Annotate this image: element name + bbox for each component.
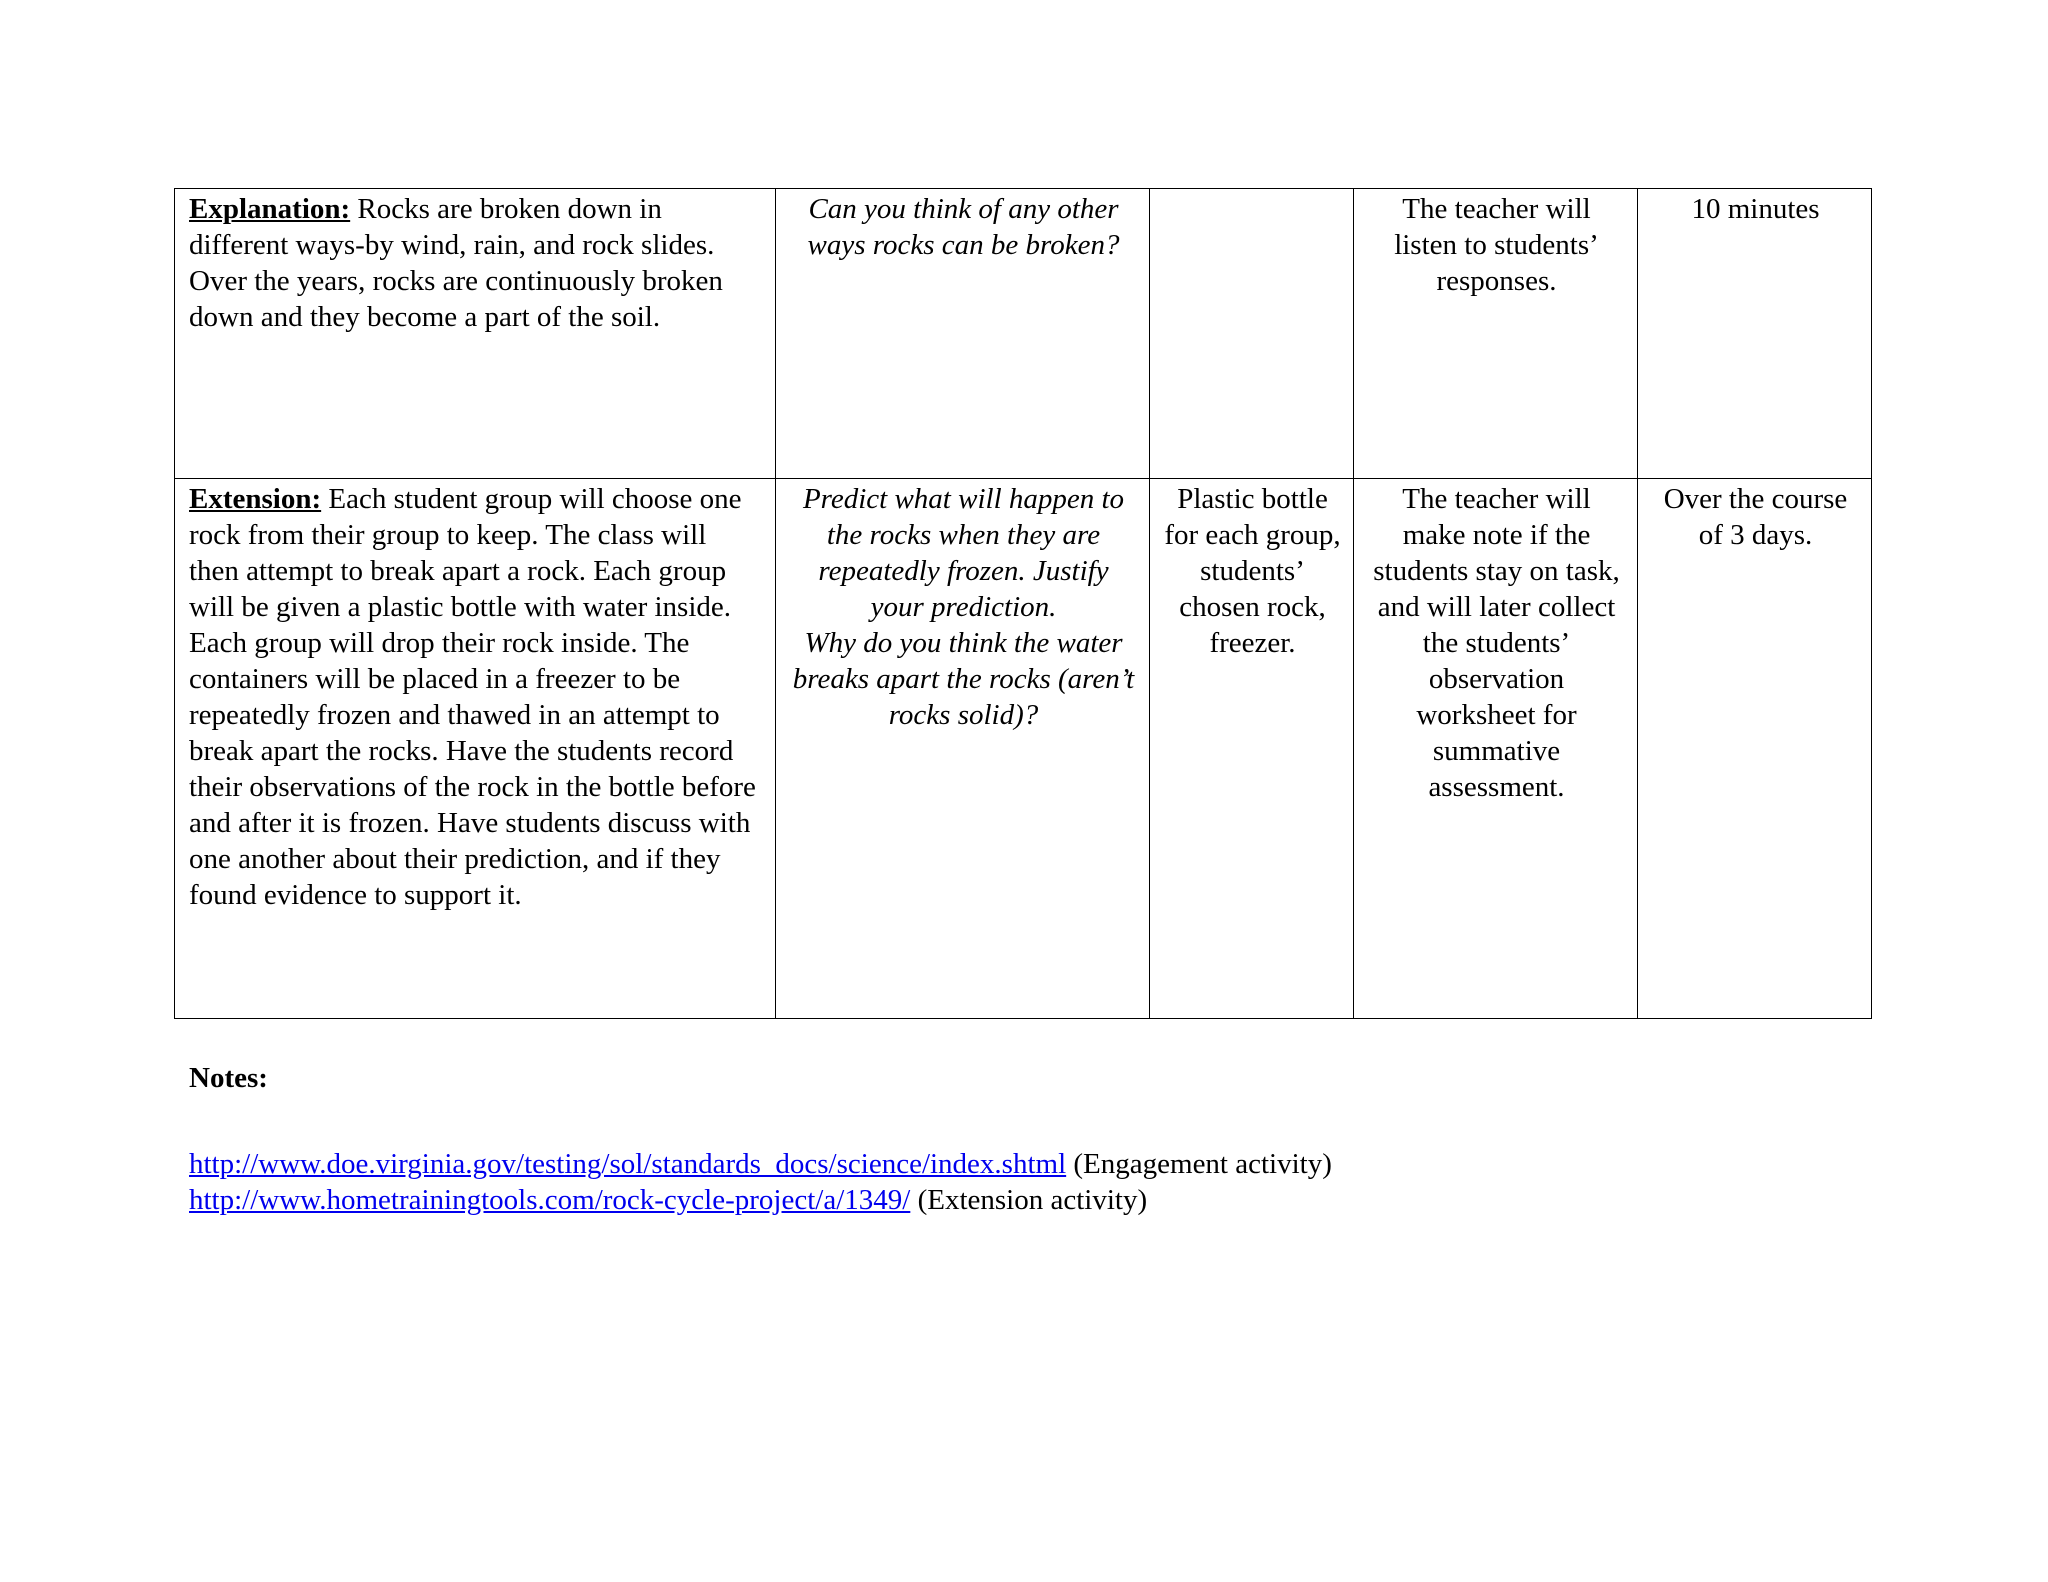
extension-reference-link[interactable]: http://www.hometrainingtools.com/rock-cycle-project/a/1349/	[189, 1184, 911, 1216]
explanation-time-cell: 10 minutes	[1638, 189, 1872, 479]
table-row-extension	[175, 479, 1872, 1019]
explanation-assessment-cell: The teacher will listen to students’ responses.	[1354, 189, 1638, 479]
extension-label: Extension:	[189, 483, 322, 515]
reference-line-extension	[189, 1182, 1147, 1218]
extension-time-cell: Over the course of 3 days.	[1638, 479, 1872, 1019]
extension-reference-note: (Extension activity)	[910, 1184, 1148, 1216]
extension-text: Each student group will choose one rock from their group to keep. The class will then attempt to break apart a rock. Each group will be given a plastic bottle with water inside. Each group will drop their rock inside. The containers will be placed in a freezer to be repeatedly frozen and thawed in an attempt to break apart the rocks. Have the students record their observations of the rock in the bottle before and after it is frozen. Have students discuss with one another about their prediction, and if they found evidence to support it.	[189, 483, 756, 911]
explanation-question-1: Can you think of any other ways rocks can be broken?	[807, 193, 1120, 261]
explanation-question-cell	[776, 189, 1150, 479]
extension-question-cell	[776, 479, 1150, 1019]
table-row-explanation	[175, 189, 1872, 479]
explanation-materials-cell	[1150, 189, 1354, 479]
explanation-activity-cell	[175, 189, 776, 479]
extension-question-1: Predict what will happen to the rocks when they are repeatedly frozen. Justify your prediction.	[802, 483, 1125, 623]
reference-line-engagement	[189, 1146, 1332, 1182]
extension-materials-cell: Plastic bottle for each group, students’ chosen rock, freezer.	[1150, 479, 1354, 1019]
engagement-reference-link[interactable]: http://www.doe.virginia.gov/testing/sol/standards_docs/science/index.shtml	[189, 1148, 1067, 1180]
lesson-plan-table	[174, 188, 1872, 1019]
extension-assessment-cell: The teacher will make note if the students stay on task, and will later collect the students’ observation worksheet for summative assessment.	[1354, 479, 1638, 1019]
extension-activity-cell	[175, 479, 776, 1019]
engagement-reference-note: (Engagement activity)	[1066, 1148, 1332, 1180]
explanation-label: Explanation:	[189, 193, 351, 225]
extension-question-2: Why do you think the water breaks apart the rocks (aren’t rocks solid)?	[792, 627, 1135, 731]
notes-heading: Notes:	[189, 1062, 268, 1094]
explanation-text: Rocks are broken down in different ways-by wind, rain, and rock slides. Over the years, rocks are continuously broken down and they become a part of the soil.	[189, 193, 723, 333]
